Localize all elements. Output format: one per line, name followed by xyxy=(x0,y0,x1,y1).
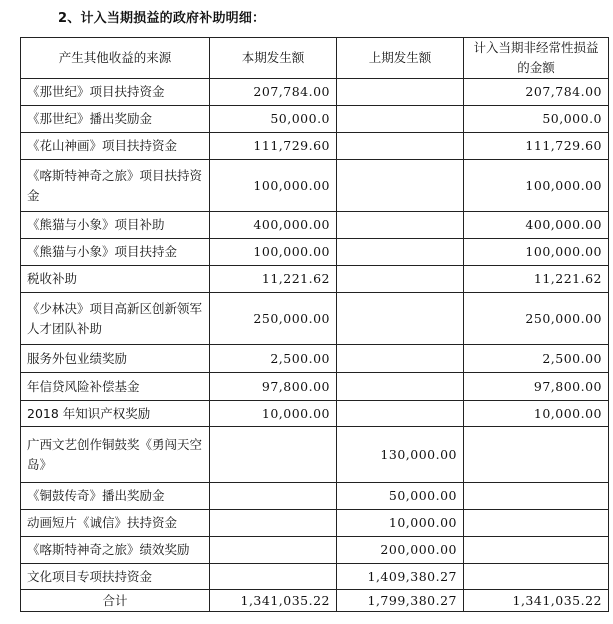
cell-current: 50,000.0 xyxy=(210,106,337,133)
cell-nonrecurring: 10,000.00 xyxy=(464,401,609,427)
table-row xyxy=(21,345,609,373)
cell-nonrecurring: 50,000.0 xyxy=(464,106,609,133)
cell-current xyxy=(210,483,337,510)
cell-current xyxy=(210,510,337,537)
cell-source: 《那世纪》项目扶持资金 xyxy=(21,79,210,106)
table-row xyxy=(21,401,609,427)
cell-nonrecurring: 250,000.00 xyxy=(464,293,609,345)
table-row xyxy=(21,212,609,239)
table-row xyxy=(21,537,609,564)
cell-nonrecurring xyxy=(464,510,609,537)
cell-current xyxy=(210,537,337,564)
cell-current: 2,500.00 xyxy=(210,345,337,373)
cell-previous: 1,409,380.27 xyxy=(337,564,464,590)
cell-current xyxy=(210,427,337,483)
cell-current: 111,729.60 xyxy=(210,133,337,160)
cell-source: 《少林决》项目高新区创新领军人才团队补助 xyxy=(21,293,210,345)
header-current: 本期发生额 xyxy=(210,38,337,79)
cell-nonrecurring xyxy=(464,564,609,590)
total-nonrecurring: 1,341,035.22 xyxy=(464,590,609,612)
cell-current: 10,000.00 xyxy=(210,401,337,427)
cell-previous xyxy=(337,293,464,345)
cell-previous xyxy=(337,373,464,401)
cell-previous xyxy=(337,79,464,106)
cell-source: 税收补助 xyxy=(21,266,210,293)
cell-source: 《花山神画》项目扶持资金 xyxy=(21,133,210,160)
total-label: 合计 xyxy=(21,590,210,612)
cell-previous xyxy=(337,266,464,293)
cell-nonrecurring: 111,729.60 xyxy=(464,133,609,160)
cell-source: 2018 年知识产权奖励 xyxy=(21,401,210,427)
header-source: 产生其他收益的来源 xyxy=(21,38,210,79)
cell-current: 100,000.00 xyxy=(210,160,337,212)
cell-previous xyxy=(337,401,464,427)
cell-previous: 200,000.00 xyxy=(337,537,464,564)
cell-nonrecurring: 100,000.00 xyxy=(464,160,609,212)
subsidy-table xyxy=(20,37,609,612)
cell-current xyxy=(210,564,337,590)
table-row xyxy=(21,564,609,590)
cell-source: 《喀斯特神奇之旅》绩效奖励 xyxy=(21,537,210,564)
cell-previous xyxy=(337,345,464,373)
cell-previous xyxy=(337,106,464,133)
cell-source: 《喀斯特神奇之旅》项目扶持资金 xyxy=(21,160,210,212)
table-row xyxy=(21,483,609,510)
table-row xyxy=(21,133,609,160)
cell-current: 207,784.00 xyxy=(210,79,337,106)
table-row xyxy=(21,160,609,212)
total-current: 1,341,035.22 xyxy=(210,590,337,612)
table-row xyxy=(21,239,609,266)
table-row xyxy=(21,106,609,133)
cell-current: 250,000.00 xyxy=(210,293,337,345)
cell-nonrecurring xyxy=(464,427,609,483)
cell-current: 400,000.00 xyxy=(210,212,337,239)
cell-source: 服务外包业绩奖励 xyxy=(21,345,210,373)
total-previous: 1,799,380.27 xyxy=(337,590,464,612)
cell-nonrecurring: 11,221.62 xyxy=(464,266,609,293)
header-previous: 上期发生额 xyxy=(337,38,464,79)
cell-source: 年信贷风险补偿基金 xyxy=(21,373,210,401)
table-row xyxy=(21,373,609,401)
cell-source: 《熊猫与小象》项目补助 xyxy=(21,212,210,239)
table-row xyxy=(21,293,609,345)
section-heading: 2、计入当期损益的政府补助明细： xyxy=(58,11,266,26)
table-row xyxy=(21,427,609,483)
header-row xyxy=(21,38,609,79)
cell-source: 动画短片《诚信》扶持资金 xyxy=(21,510,210,537)
cell-previous xyxy=(337,160,464,212)
cell-previous xyxy=(337,239,464,266)
cell-current: 11,221.62 xyxy=(210,266,337,293)
header-nonrecurring: 计入当期非经常性损益的金额 xyxy=(464,38,609,79)
total-row xyxy=(21,590,609,612)
cell-source: 《铜鼓传奇》播出奖励金 xyxy=(21,483,210,510)
table-row xyxy=(21,79,609,106)
cell-nonrecurring: 97,800.00 xyxy=(464,373,609,401)
cell-nonrecurring: 2,500.00 xyxy=(464,345,609,373)
cell-previous: 130,000.00 xyxy=(337,427,464,483)
cell-source: 《那世纪》播出奖励金 xyxy=(21,106,210,133)
table-row xyxy=(21,266,609,293)
cell-source: 《熊猫与小象》项目扶持金 xyxy=(21,239,210,266)
cell-nonrecurring xyxy=(464,483,609,510)
cell-nonrecurring: 400,000.00 xyxy=(464,212,609,239)
cell-current: 100,000.00 xyxy=(210,239,337,266)
cell-nonrecurring: 100,000.00 xyxy=(464,239,609,266)
cell-current: 97,800.00 xyxy=(210,373,337,401)
cell-previous xyxy=(337,133,464,160)
table-row xyxy=(21,510,609,537)
cell-source: 文化项目专项扶持资金 xyxy=(21,564,210,590)
cell-nonrecurring xyxy=(464,537,609,564)
cell-previous: 50,000.00 xyxy=(337,483,464,510)
cell-previous xyxy=(337,212,464,239)
cell-previous: 10,000.00 xyxy=(337,510,464,537)
cell-source: 广西文艺创作铜鼓奖《勇闯天空岛》 xyxy=(21,427,210,483)
cell-nonrecurring: 207,784.00 xyxy=(464,79,609,106)
